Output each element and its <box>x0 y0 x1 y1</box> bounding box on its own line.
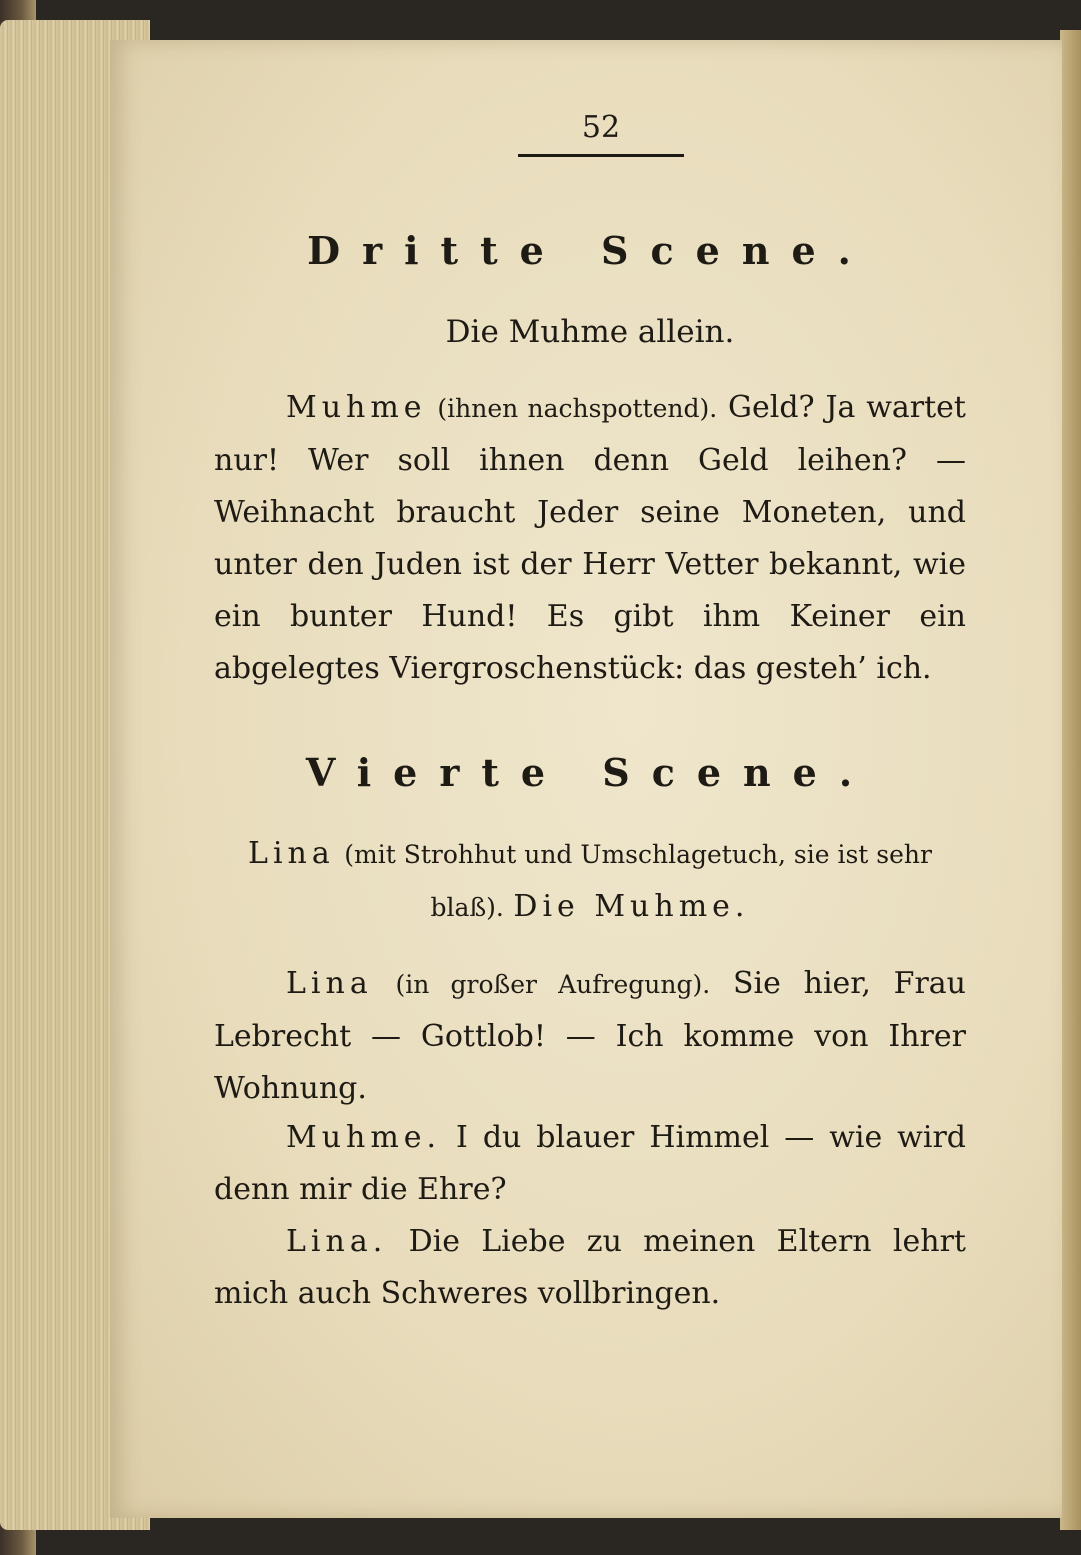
cast-rest: Die Muhme. <box>513 889 750 924</box>
cast-direction: (mit Strohhut und Umschlagetuch, sie ist sehr blaß). <box>344 840 932 922</box>
page-number-rule <box>518 154 684 157</box>
dialogue-text: Die Liebe zu meinen Eltern lehrt mich auch Schweres vollbringen. <box>214 1224 966 1311</box>
paragraph-muhme-1 <box>214 382 966 695</box>
paragraph-muhme-2 <box>214 1112 966 1216</box>
cast-speaker: Lina <box>248 836 335 871</box>
scene-heading-3: Dritte Scene. <box>307 228 873 273</box>
speaker-name: Muhme. <box>286 1120 442 1155</box>
stage-direction: (ihnen nachspottend). <box>437 394 718 423</box>
scene-4-cast <box>214 828 966 934</box>
stage-direction: (in großer Aufregung). <box>395 970 711 999</box>
scene-heading-4: Vierte Scene. <box>305 750 875 795</box>
paragraph-lina-2 <box>214 1216 966 1320</box>
dialogue-text: I du blauer Himmel — wie wird denn mir die Ehre? <box>214 1120 966 1207</box>
page-number: 52 <box>581 110 621 145</box>
speaker-name: Muhme <box>286 390 427 425</box>
speaker-name: Lina <box>286 966 373 1001</box>
scene-3-cast: Die Muhme allein. <box>445 314 735 350</box>
paragraph-lina-1 <box>214 958 966 1115</box>
speaker-name: Lina. <box>286 1224 388 1259</box>
right-page-edge <box>1060 30 1081 1530</box>
dialogue-text: Sie hier, Frau Lebrecht — Gottlob! — Ich komme von Ihrer Wohnung. <box>214 966 966 1106</box>
dialogue-text: Geld? Ja wartet nur! Wer soll ihnen denn Geld leihen? — Weihnacht braucht Jeder seine Moneten, und unter den Juden ist der Herr Vetter bekannt, wie ein bunter Hund! Es gibt ihm Keiner ein abgelegtes Viergroschenstück: das gesteh’ ich. <box>214 390 966 686</box>
